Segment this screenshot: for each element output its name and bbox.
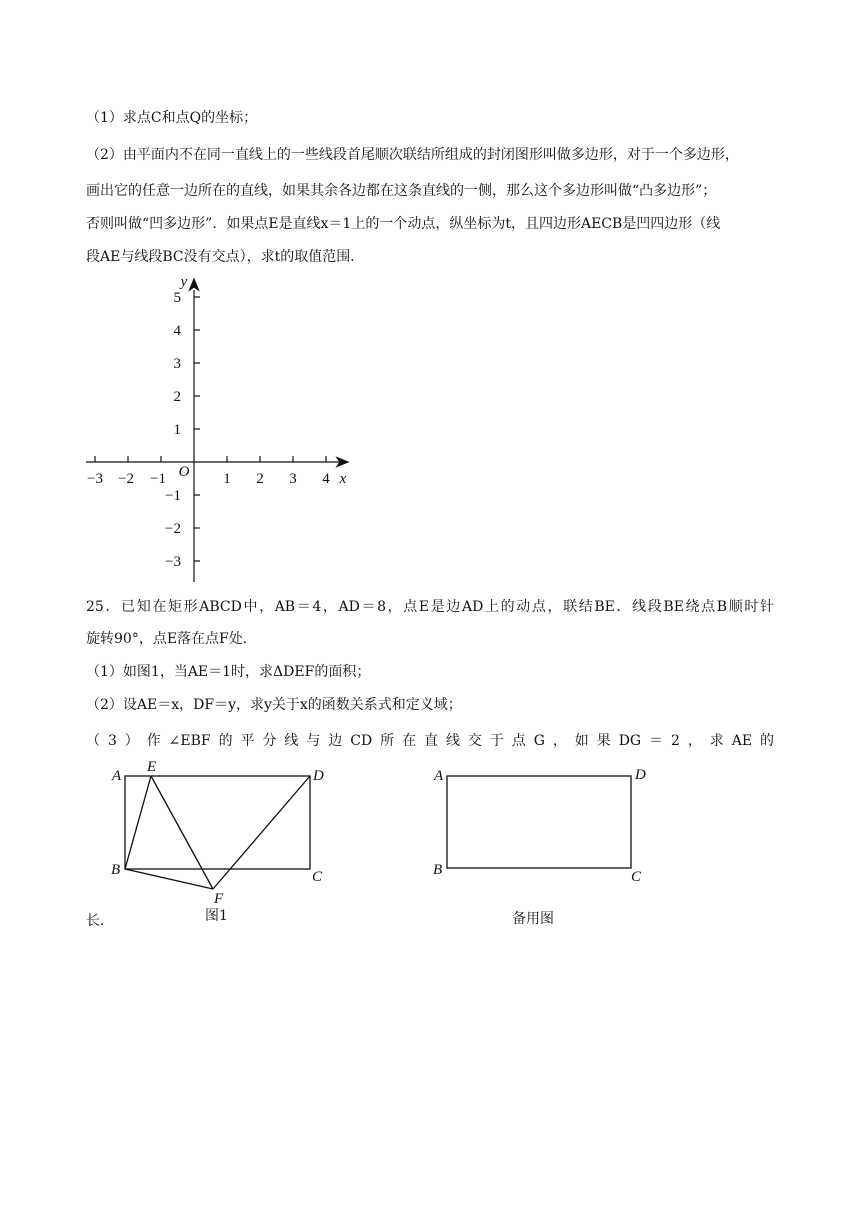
y-tick-label: 1 — [173, 422, 181, 438]
q25-part2: （2）设AE＝x，DF＝y，求y关于x的函数关系式和定义域； — [86, 697, 462, 713]
segment-fd — [213, 776, 310, 889]
point-label-d: D — [313, 768, 324, 784]
point-label-f: F — [214, 891, 224, 907]
q24-part2-line1: （2）由平面内不在同一直线上的一些线段首尾顺次联结所组成的封闭图形叫做多边形，对于一个多边形， — [86, 147, 739, 163]
y-tick-label: 5 — [173, 290, 181, 306]
x-tick-label: −1 — [150, 471, 166, 487]
point-label-b: B — [111, 862, 121, 878]
x-tick-label: 3 — [289, 471, 297, 487]
segment-ef — [151, 776, 213, 889]
y-tick-label: −1 — [165, 488, 181, 504]
q25-part1: （1）如图1，当AE＝1时，求ΔDEF的面积； — [86, 664, 371, 680]
origin-label: O — [178, 464, 190, 480]
x-tick-label: 1 — [223, 471, 231, 487]
q25-line2: 旋转90°，点E落在点F处． — [86, 631, 257, 647]
x-axis-label: x — [339, 471, 347, 487]
spare-point-label-a: A — [434, 768, 444, 784]
spare-point-label-c: C — [631, 869, 642, 885]
figure1-diagram — [125, 776, 310, 889]
q25-line1: 25．已知在矩形ABCD中，AB＝4，AD＝8，点E是边AD上的动点，联结BE．线段BE绕点B顺时针 — [86, 599, 774, 615]
rectangle-abcd — [125, 776, 310, 869]
q25-part3: （3）作∠EBF的平分线与边CD所在直线交于点G，如果DG＝2，求AE的 — [86, 733, 774, 749]
figure2-caption: 备用图 — [512, 911, 554, 927]
y-tick-label: 4 — [173, 323, 181, 339]
spare-point-label-d: D — [635, 767, 646, 783]
q25-part3-end: 长． — [86, 913, 114, 929]
x-tick-label: −2 — [118, 471, 134, 487]
y-tick-label: 2 — [173, 389, 181, 405]
q24-part2-line4: 段AE与线段BC没有交点），求t的取值范围． — [86, 249, 365, 265]
y-axis-label: y — [180, 274, 188, 290]
x-tick-label: 4 — [322, 471, 330, 487]
q24-part2-line3: 否则叫做“凹多边形”．如果点E是直线x＝1上的一个动点，纵坐标为t，且四边形AECB是凹四边形（线 — [86, 216, 721, 232]
segment-bf — [125, 869, 213, 889]
spare-rectangle-abcd — [447, 776, 631, 868]
segment-be — [125, 776, 151, 869]
q24-part2-line2: 画出它的任意一边所在的直线，如果其余各边都在这条直线的一侧，那么这个多边形叫做“凸多边形”； — [86, 183, 717, 199]
point-label-a: A — [112, 768, 122, 784]
spare-point-label-b: B — [433, 862, 443, 878]
point-label-c: C — [312, 869, 323, 885]
y-tick-label: 3 — [173, 356, 181, 372]
q24-part1: （1）求点C和点Q的坐标； — [86, 110, 258, 126]
y-tick-label: −3 — [165, 554, 181, 570]
point-label-e: E — [147, 759, 157, 775]
y-axis-arrow — [190, 279, 199, 290]
x-tick-label: 2 — [256, 471, 264, 487]
figure1-caption: 图1 — [205, 908, 228, 924]
y-tick-label: −2 — [165, 521, 181, 537]
x-tick-label: −3 — [87, 471, 103, 487]
